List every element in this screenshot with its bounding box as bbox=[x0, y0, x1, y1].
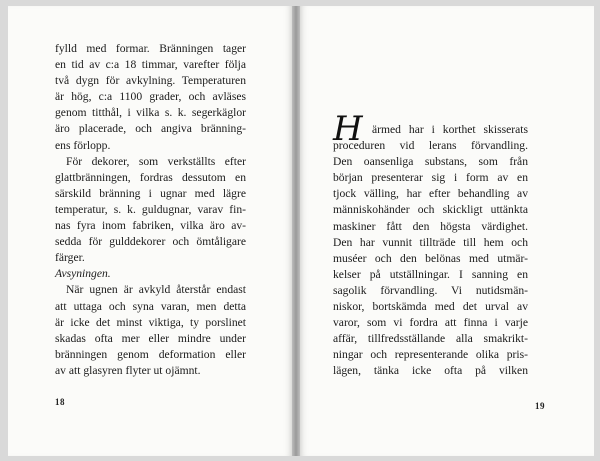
text-line: kelser på utställningar. I sanning en bbox=[333, 267, 528, 281]
first-line-text: ärmed har i korthet skisserats bbox=[372, 123, 528, 136]
text-line: proceduren vid lerans förvandling. bbox=[333, 139, 528, 153]
text-line: ens förlopp. bbox=[55, 138, 111, 152]
text-line: När ugnen är avkyld återstår endast bbox=[66, 283, 246, 297]
text-line: Den oansenliga substans, som från bbox=[333, 155, 528, 169]
drop-cap: H bbox=[333, 109, 363, 149]
text-line: av att glasyren flyter ut ojämnt. bbox=[55, 363, 201, 377]
text-line: glattbränningen, fordras dessutom en bbox=[55, 170, 246, 184]
text-line: bränningen genom deformation eller bbox=[55, 347, 246, 361]
left-page bbox=[8, 6, 292, 456]
right-page-text bbox=[333, 109, 528, 380]
text-line: är icke det minst viktiga, ty porslinet bbox=[55, 315, 246, 329]
text-line: två dygn för avkylning. Temperaturen bbox=[55, 74, 246, 88]
text-line: människohänder och skickligt uttänkta bbox=[333, 203, 528, 217]
section-heading: Avsyningen. bbox=[55, 267, 111, 281]
text-line: en tid av c:a 18 timmar, varefter följa bbox=[55, 58, 246, 72]
text-line: muséer och den belönas med utmär- bbox=[333, 251, 528, 265]
text-line: affär, tillfredsställande alla smakrikt- bbox=[333, 332, 528, 346]
text-line: att uttaga och syna varan, men detta bbox=[55, 299, 246, 313]
left-page-text bbox=[55, 41, 246, 379]
text-line: äro placerade, och angiva bränning- bbox=[55, 122, 246, 136]
text-line: niskor, bortskämda med det urval av bbox=[333, 300, 528, 314]
text-line: början presenterar sig i form av en bbox=[333, 171, 528, 185]
text-line: färger. bbox=[55, 251, 85, 265]
text-line: tjock välling, har efter behandling av bbox=[333, 187, 528, 201]
text-line: temperatur, s. k. guldugnar, varav fin- bbox=[55, 202, 246, 216]
text-line: varor, som vi fordra att finna i varje bbox=[333, 316, 528, 330]
page-number: 19 bbox=[535, 401, 545, 411]
text-line: fylld med formar. Bränningen tager bbox=[55, 42, 246, 55]
text-line: nas fyra inom fabriken, vilka äro av- bbox=[55, 219, 246, 233]
book-gutter bbox=[292, 6, 300, 456]
text-line: För dekorer, som verkställts efter bbox=[66, 154, 246, 168]
text-line: lägen, tänka icke ofta på vilken bbox=[333, 364, 528, 378]
text-line: särskild bränning i ugnar med lägre bbox=[55, 186, 246, 200]
text-line: maskiner fått den högsta värdighet. bbox=[333, 219, 528, 233]
right-page bbox=[300, 6, 594, 456]
text-line: skadas ofta mer eller mindre under bbox=[55, 331, 246, 345]
text-line: Den har vunnit tillträde till hem och bbox=[333, 235, 528, 249]
text-line: genom titthål, i vilka s. k. segerkäglor bbox=[55, 106, 246, 120]
text-line: är hög, c:a 1100 grader, och avläses bbox=[55, 90, 246, 104]
text-line: ningar och representerande olika pris- bbox=[333, 348, 528, 362]
text-line: sagolik förvandling. Vi nutidsmän- bbox=[333, 283, 528, 297]
page-number: 18 bbox=[55, 397, 65, 407]
text-line: sedda för gulddekorer och ömtåligare bbox=[55, 235, 246, 249]
